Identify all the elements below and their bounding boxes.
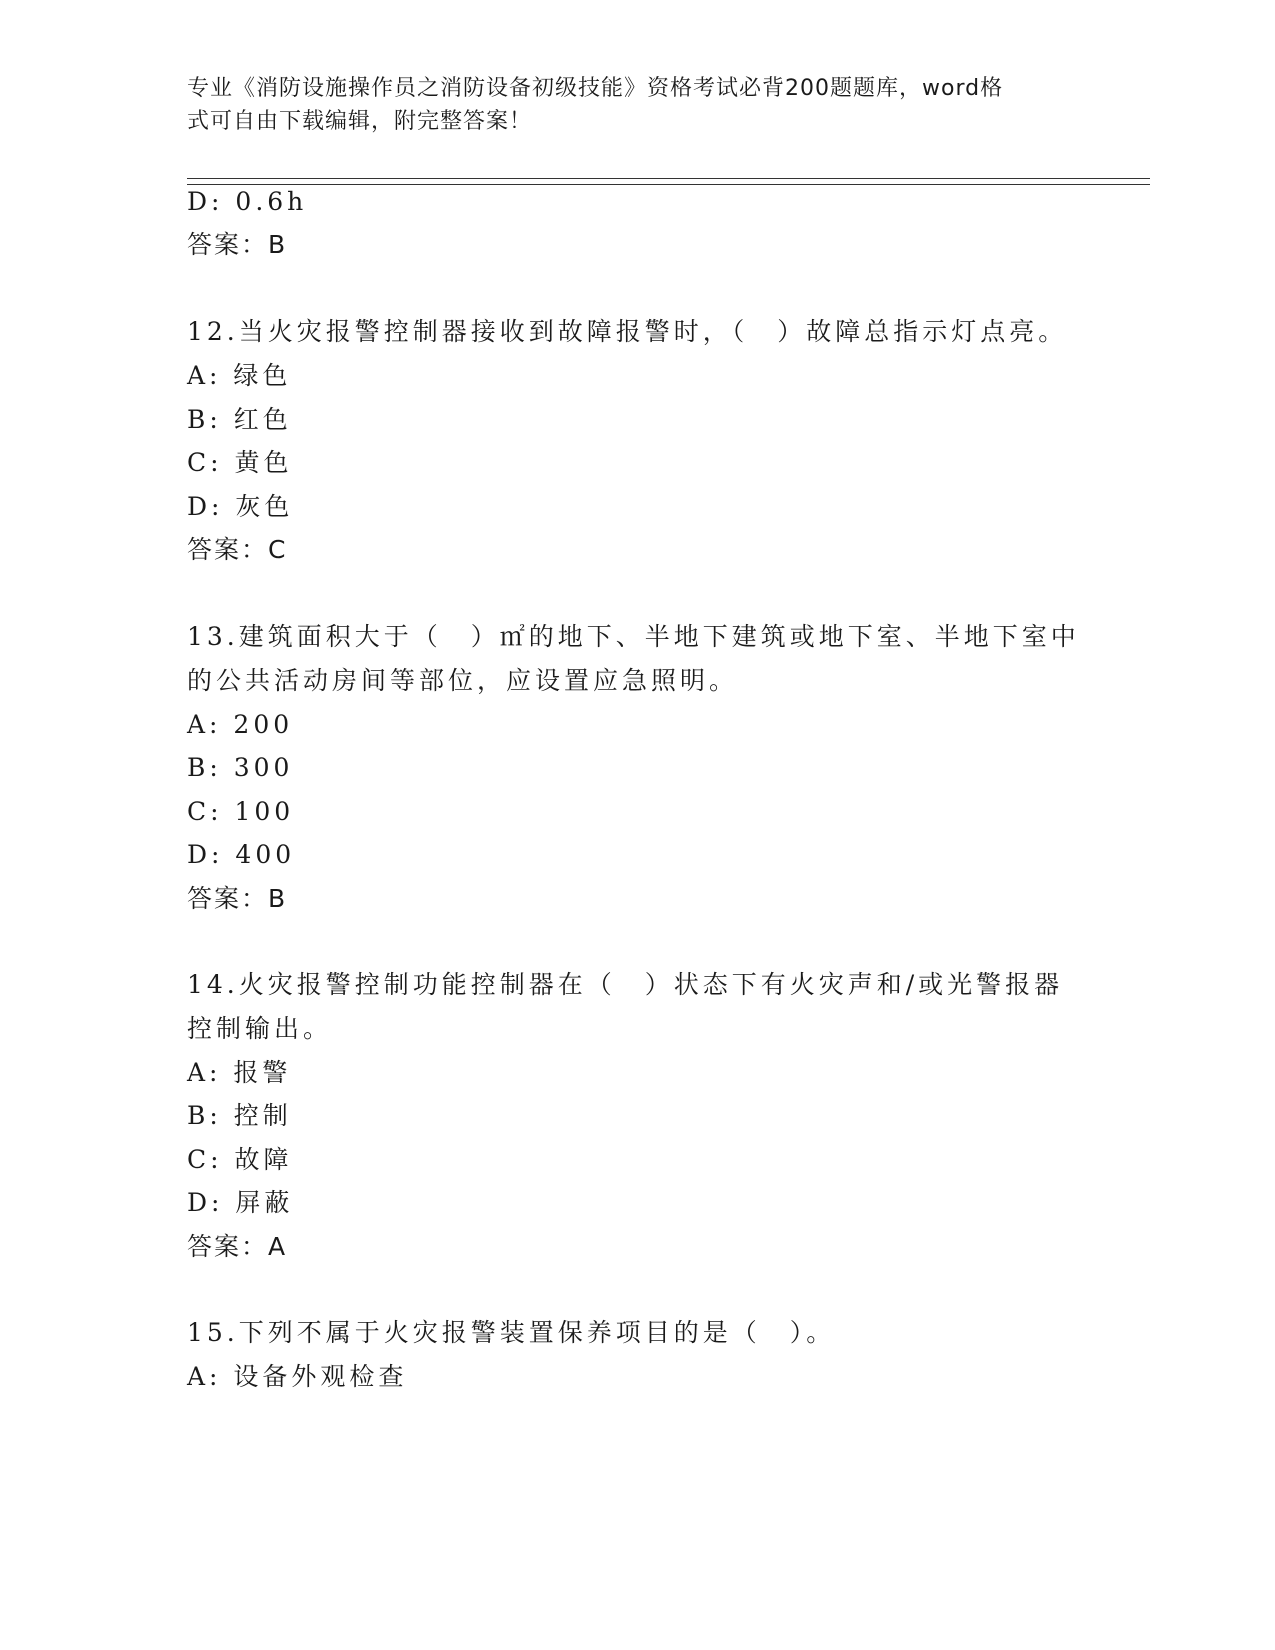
q12-option-b: B: 红色 — [187, 405, 292, 434]
prev-answer: 答案：B — [187, 230, 288, 259]
q13-option-d: D: 400 — [187, 840, 296, 869]
q13-option-c: C: 100 — [187, 797, 295, 826]
q12-option-c: C: 黄色 — [187, 448, 293, 477]
q13-stem-line-2: 的公共活动房间等部位，应设置应急照明。 — [187, 666, 739, 695]
q12-option-a: A: 绿色 — [187, 361, 292, 390]
q13-answer: 答案：B — [187, 884, 288, 913]
q14-option-b: B: 控制 — [187, 1101, 292, 1130]
header-divider-bottom — [187, 184, 1150, 185]
header-line-2: 式可自由下载编辑，附完整答案！ — [187, 109, 533, 134]
document-header — [187, 72, 1087, 138]
q13-option-a: A: 200 — [187, 710, 294, 739]
q12-option-d: D: 灰色 — [187, 492, 294, 521]
q14-option-a: A: 报警 — [187, 1058, 292, 1087]
q14-stem-line-2: 控制输出。 — [187, 1014, 333, 1043]
q12-answer: 答案：C — [187, 535, 288, 564]
q14-option-c: C: 故障 — [187, 1145, 293, 1174]
q13-option-b: B: 300 — [187, 753, 294, 782]
q15-stem: 15.下列不属于火灾报警装置保养项目的是（ ）。 — [187, 1318, 836, 1347]
q13-stem-line-1: 13.建筑面积大于（ ）㎡的地下、半地下建筑或地下室、半地下室中 — [187, 622, 1080, 651]
q15-option-a: A: 设备外观检查 — [187, 1362, 408, 1391]
q14-answer: 答案：A — [187, 1232, 288, 1261]
header-divider-top — [187, 178, 1150, 179]
prev-option-d: D: 0.6h — [187, 187, 308, 216]
header-line-1: 专业《消防设施操作员之消防设备初级技能》资格考试必背200题题库，word格 — [187, 76, 1004, 101]
q14-stem-line-1: 14.火灾报警控制功能控制器在（ ）状态下有火灾声和/或光警报器 — [187, 970, 1064, 999]
q14-option-d: D: 屏蔽 — [187, 1188, 294, 1217]
q12-stem: 12.当火灾报警控制器接收到故障报警时，（ ）故障总指示灯点亮。 — [187, 317, 1068, 346]
